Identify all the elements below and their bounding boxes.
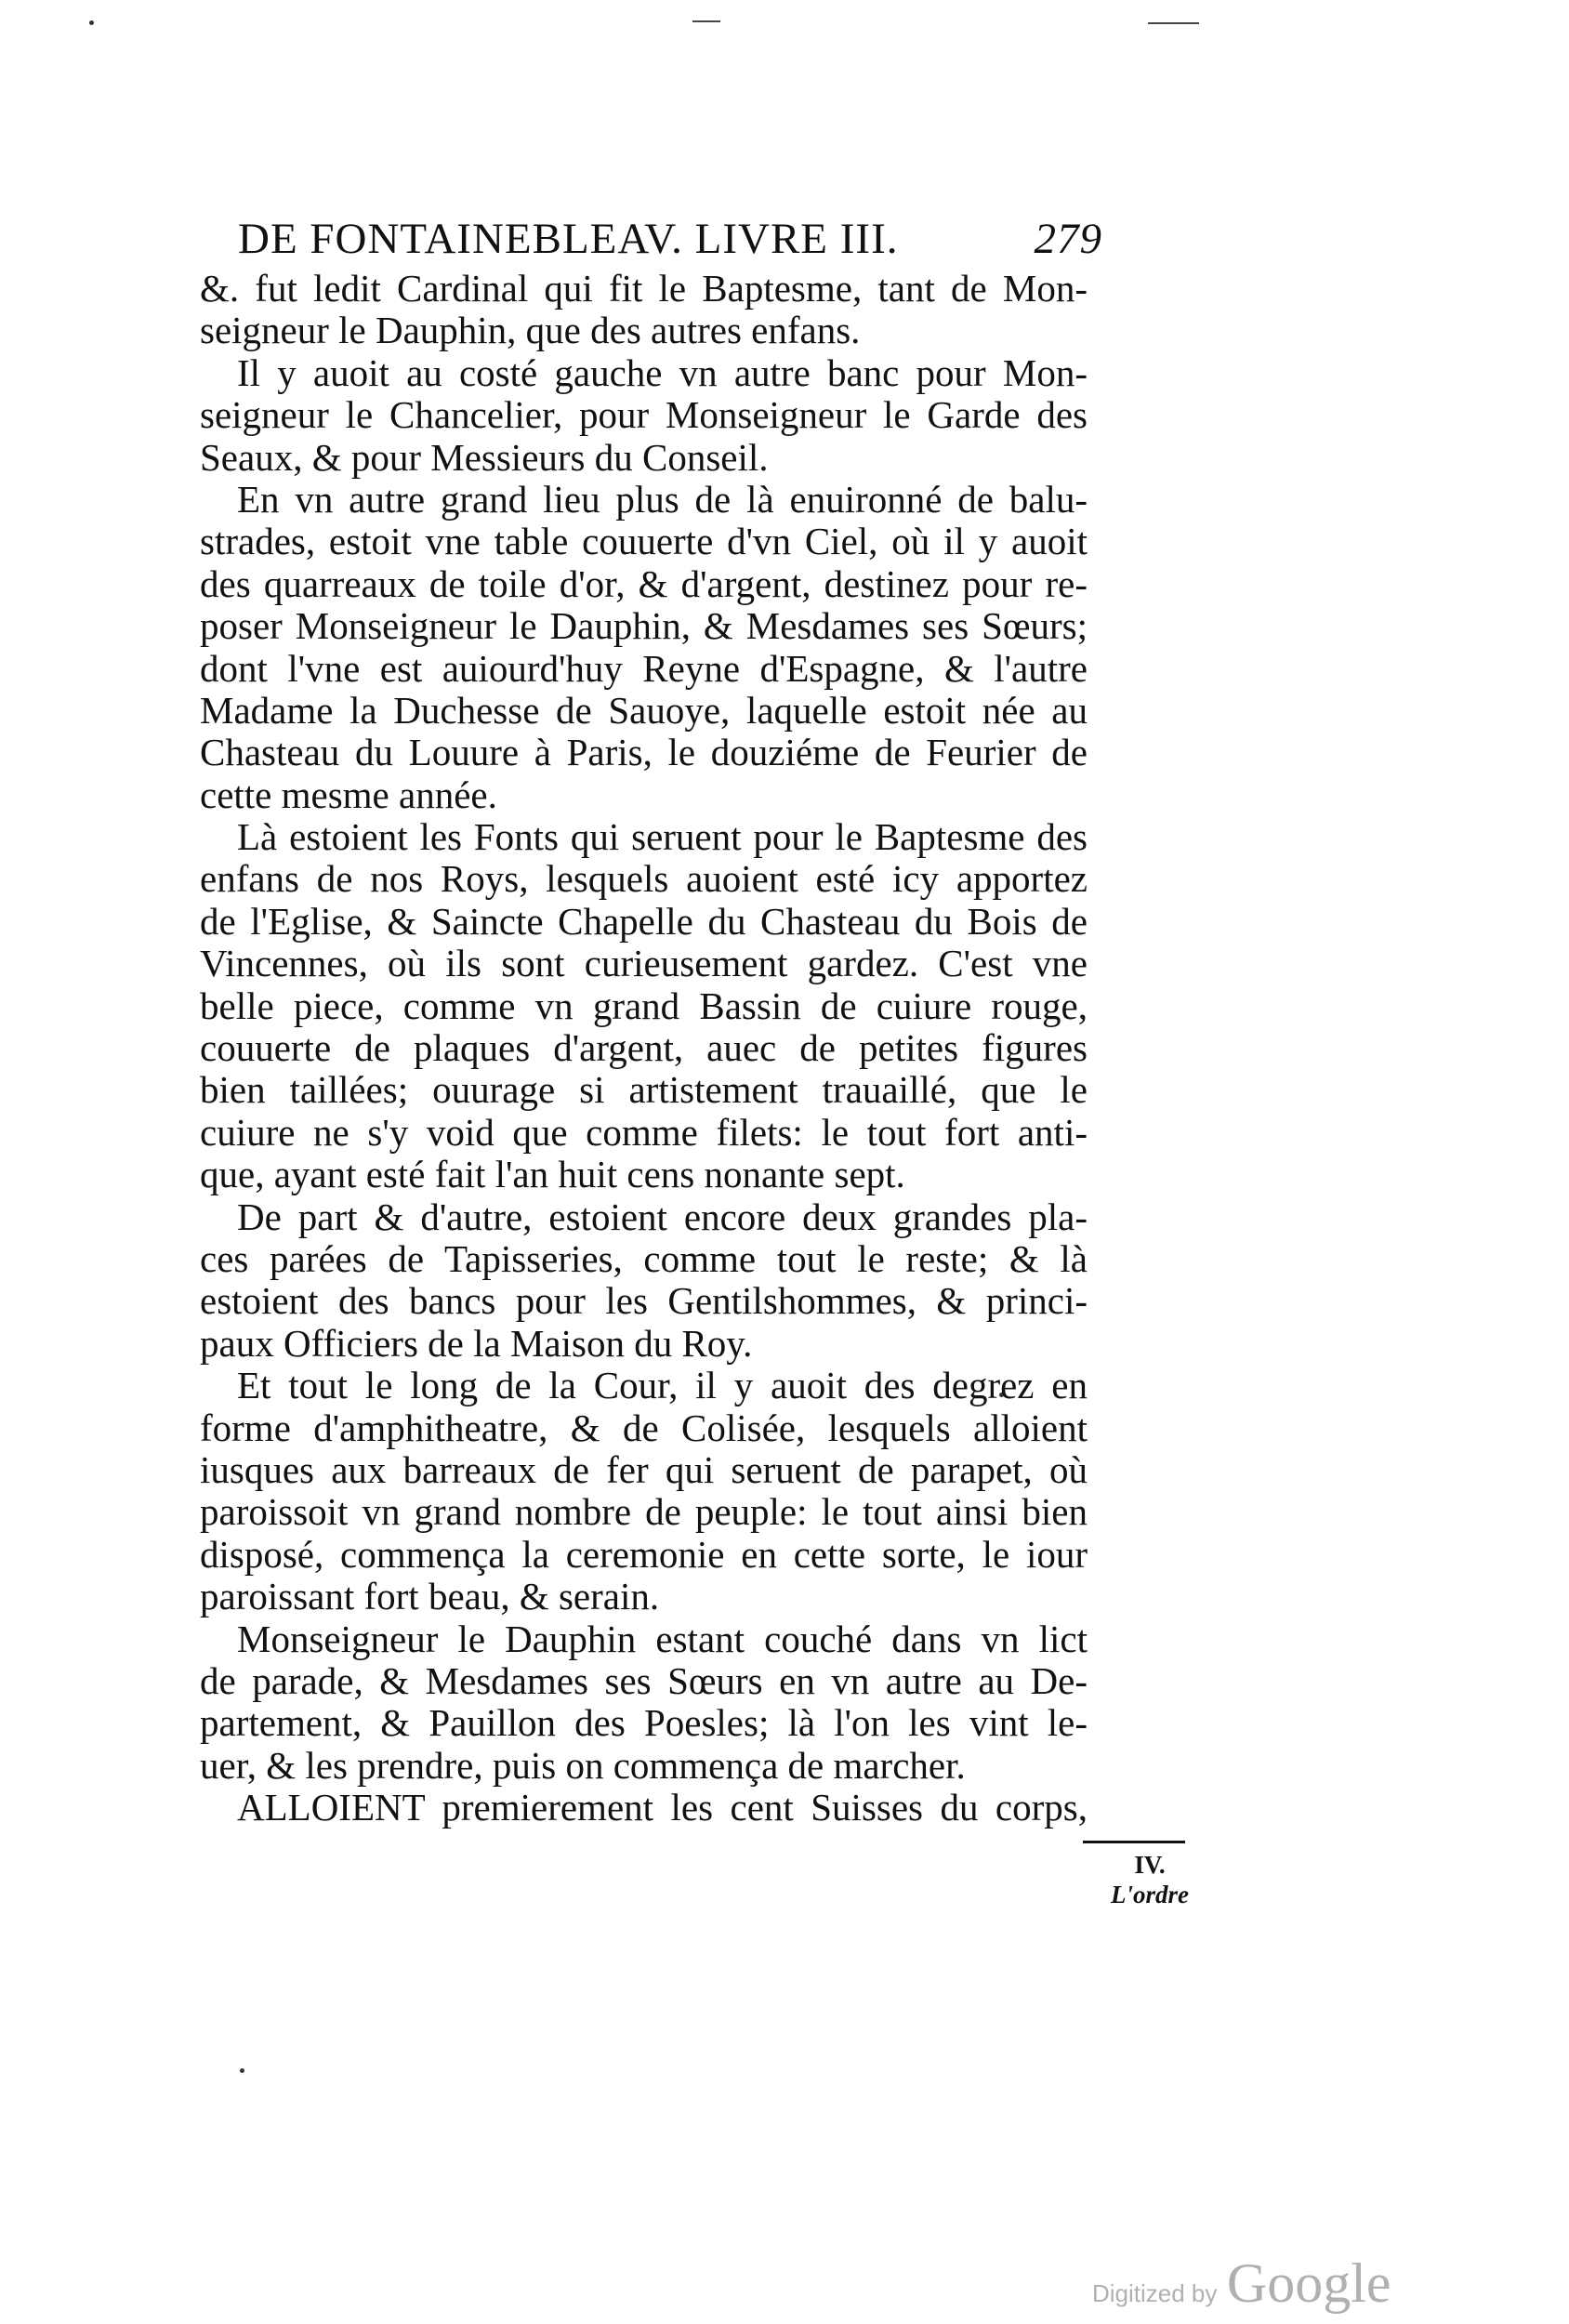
top-edge-mark [1148, 22, 1199, 24]
text-line: des quarreaux de toile d'or, & d'argent, destinez pour re- [200, 561, 1088, 605]
text-line: poser Monseigneur le Dauphin, & Mesdames ses Sœurs; [200, 604, 1088, 648]
marginal-number: IV. [1134, 1851, 1166, 1879]
text-line: de l'Eglise, & Saincte Chapelle du Chasteau du Bois de [200, 899, 1088, 943]
text-line: Vincennes, où ils sont curieusement gardez. C'est vne [200, 942, 1088, 985]
text-line: seigneur le Chancelier, pour Monseigneur le Garde des [200, 393, 1088, 437]
text-line: belle piece, comme vn grand Bassin de cuiure rouge, [200, 984, 1088, 1027]
watermark-prefix: Digitized by [1092, 2279, 1218, 2307]
text-line: couuerte de plaques d'argent, auec de petites figures [200, 1026, 1088, 1070]
text-line: Et tout le long de la Cour, il y auoit des degrez en [237, 1364, 1088, 1407]
text-line: forme d'amphitheatre, & de Colisée, lesquels alloient [200, 1406, 1088, 1449]
text-line: strades, estoit vne table couuerte d'vn Ciel, où il y auoit [200, 520, 1088, 563]
margin-note [1099, 1850, 1201, 1909]
text-line: dont l'vne est auiourd'huy Reyne d'Espagne, & l'autre [200, 646, 1088, 690]
text-line: ALLOIENT premierement les cent Suisses du corps, [237, 1786, 1088, 1829]
digitized-watermark [1092, 2251, 1391, 2316]
text-line: paroissoit vn grand nombre de peuple: le tout ainsi bien [200, 1490, 1088, 1534]
text-line: Chasteau du Louure à Paris, le douziéme de Feurier de [200, 731, 1088, 774]
text-line: seigneur le Dauphin, que des autres enfans. [200, 309, 861, 352]
text-line: cette mesme année. [200, 772, 497, 816]
text-line: Seaux, & pour Messieurs du Conseil. [200, 435, 769, 479]
top-edge-mark [692, 20, 720, 22]
body-text [200, 268, 1088, 1829]
text-line: Monseigneur le Dauphin estant couché dans vn lict [237, 1617, 1088, 1660]
text-line: Il y auoit au costé gauche vn autre banc pour Mon- [237, 350, 1088, 394]
google-logo: Google [1226, 2252, 1391, 2314]
text-line: cuiure ne s'y void que comme filets: le tout fort anti- [200, 1110, 1088, 1154]
text-line: iusques aux barreaux de fer qui seruent de parapet, où [200, 1447, 1088, 1491]
page-number: 279 [1034, 215, 1102, 263]
text-line: De part & d'autre, estoient encore deux grandes pla- [237, 1195, 1088, 1238]
text-line: partement, & Pauillon des Poesles; là l'on les vint le- [200, 1701, 1088, 1745]
text-line: Madame la Duchesse de Sauoye, laquelle estoit née au [200, 688, 1088, 732]
running-head: DE FONTAINEBLEAV. LIVRE III. [238, 215, 899, 263]
margin-rule [1083, 1841, 1185, 1843]
text-line: estoient des bancs pour les Gentilshommes, & princi- [200, 1279, 1088, 1323]
text-line: paux Officiers de la Maison du Roy. [200, 1321, 753, 1365]
marginal-caption: L'ordre [1111, 1881, 1189, 1908]
text-line: de parade, & Mesdames ses Sœurs en vn autre au De- [200, 1658, 1088, 1702]
text-line: bien taillées; ouurage si artistement trauaillé, que le [200, 1068, 1088, 1112]
stray-mark [89, 20, 94, 25]
text-line: En vn autre grand lieu plus de là enuironné de balu- [237, 477, 1088, 521]
text-line: uer, & les prendre, puis on commença de marcher. [200, 1743, 966, 1787]
page-header [238, 214, 1102, 270]
text-line: ces parées de Tapisseries, comme tout le reste; & là [200, 1236, 1088, 1280]
text-line: enfans de nos Roys, lesquels auoient esté icy apportez [200, 857, 1088, 901]
text-line: paroissant fort beau, & serain. [200, 1575, 660, 1618]
text-line: que, ayant esté fait l'an huit cens nonante sept. [200, 1153, 905, 1196]
text-line: Là estoient les Fonts qui seruent pour le Baptesme des [237, 815, 1088, 859]
text-line: disposé, commença la ceremonie en cette sorte, le iour [200, 1532, 1088, 1576]
text-line: &. fut ledit Cardinal qui fit le Baptesme, tant de Mon- [200, 267, 1088, 310]
stray-mark [240, 2068, 244, 2073]
